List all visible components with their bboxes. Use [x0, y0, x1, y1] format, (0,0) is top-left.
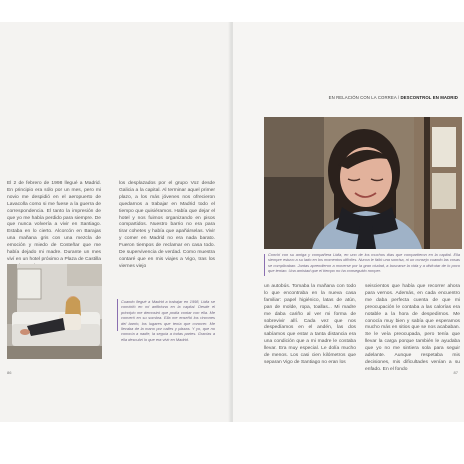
photo-smiling-woman: [264, 117, 462, 249]
running-head-chapter: DESCONTROL EN MADRID: [400, 95, 458, 100]
left-page: [0, 22, 231, 422]
running-head: [329, 95, 458, 100]
running-head-prefix: EN RELACIÓN CON LA CORREA /: [328, 95, 400, 100]
photo-woman-on-sofa: [7, 264, 102, 359]
left-page-column-2: los desplazados por el grupo Voz desde Galicia a la capital. Al terminar aquel primer plazo, a los más jóvenes nos ofrecieron quedarnos a trabajar en Madrid todo el tiempo que quisiéramos. Había que dejar el hotel y nos fuimos organizando en pisos compartidos. Nuestro barrio no era para tirar cohetes y había que apañárselas. Vivir y comer en Madrid no era nada barato. Fueron tiempos de reclamar en casa todo. De supervivencia de verdad. Como muestra contaré que en mis viajes a Vigo, tras los viernes viejo: [119, 181, 215, 269]
left-page-number: 86: [7, 370, 12, 375]
left-page-photo-caption: Cuando llegué a Madrid a trabajar en 1998, Lidia se convirtió en mi anfitriona en la capital. Desde el principio me demostró que podía contar con ella. Me convertí en su sombra. Ella me enseñó los rincones del barrio, los lugares que tenía que conocer. Me llevaba de la mano por calles y plazas. Y yo, que no conocía a nadie, la seguía a todas partes. Gracias a ella descubrí lo que era vivir en Madrid.: [121, 299, 215, 342]
left-page-column-1: El 2 de febrero de 1998 llegué a Madrid. En principio era sólo por un mes, pero mi novio me despidió en el aeropuerto de Lavacolla como si me fuese a la guerra de correspondencia. El tanto la impresión de que yo me había perdido para siempre. De que nunca volvería a vivir en Santiago. Estaba en lo cierto. Alcorcón en Barajas una mañana gris con una mezcla de emoción y miedo de Costeñar que me había dejado mi madre. Durante un mes viví en un hotel próximo a Plaza de Castilla: [7, 181, 101, 262]
book-spread: [0, 22, 464, 422]
right-page-number: 87: [453, 370, 458, 375]
left-caption-rule: [117, 299, 118, 331]
right-caption-rule: [264, 254, 265, 276]
right-page: [233, 22, 464, 422]
right-page-column-2: seiscientos que había que recorrer ahora para vernos. Además, en cada encuentro me daba perfecta cuenta de que mi preocupación le contaba a las calorías era notable a la hora de despedirnos. Me conocía muy bien y sabía que esperamos mucho más en sitios que se nos acababan. Se le veía preocupada, pero tenía que llevar la carga porque también le ayudaba que yo no me sintiera sola para seguir adelante. Aunque respetaba mis decisiones, mis dificultades venían a su enfado. En el fondo: [365, 284, 460, 372]
right-page-column-1: un autobús. Tomaba la mañana con todo lo que encontraba en la nueva casa familiar: papel higiénico, latas de atún, pan de molde, ropa, toallas... Mi madre me daba cariño al ver mi forma de sobrevivir allí. Cada vez que nos despedíamos en el andén, las dos sabíamos que estar a tanta distancia era una condición que a mi madre le costaba llevar. Era muy especial. Le dolía mucho de menos. Los casi cien kilómetros que separan Vigo de Santiago no eran los: [264, 284, 356, 365]
right-page-photo-caption: Conchi con su amiga y compañera Lidia, en uno de los muchos días que compartieron en la capital. Ella siempre estuvo a su lado en los momentos difíciles. Nunca le faltó una sonrisa, ni un consejo cuando las cosas se complicaban. Juntas aprendieron a moverse por la gran ciudad, a buscarse la vida y a disfrutar de lo poco que tenían. Una amistad que el tiempo no ha conseguido romper.: [268, 252, 460, 274]
